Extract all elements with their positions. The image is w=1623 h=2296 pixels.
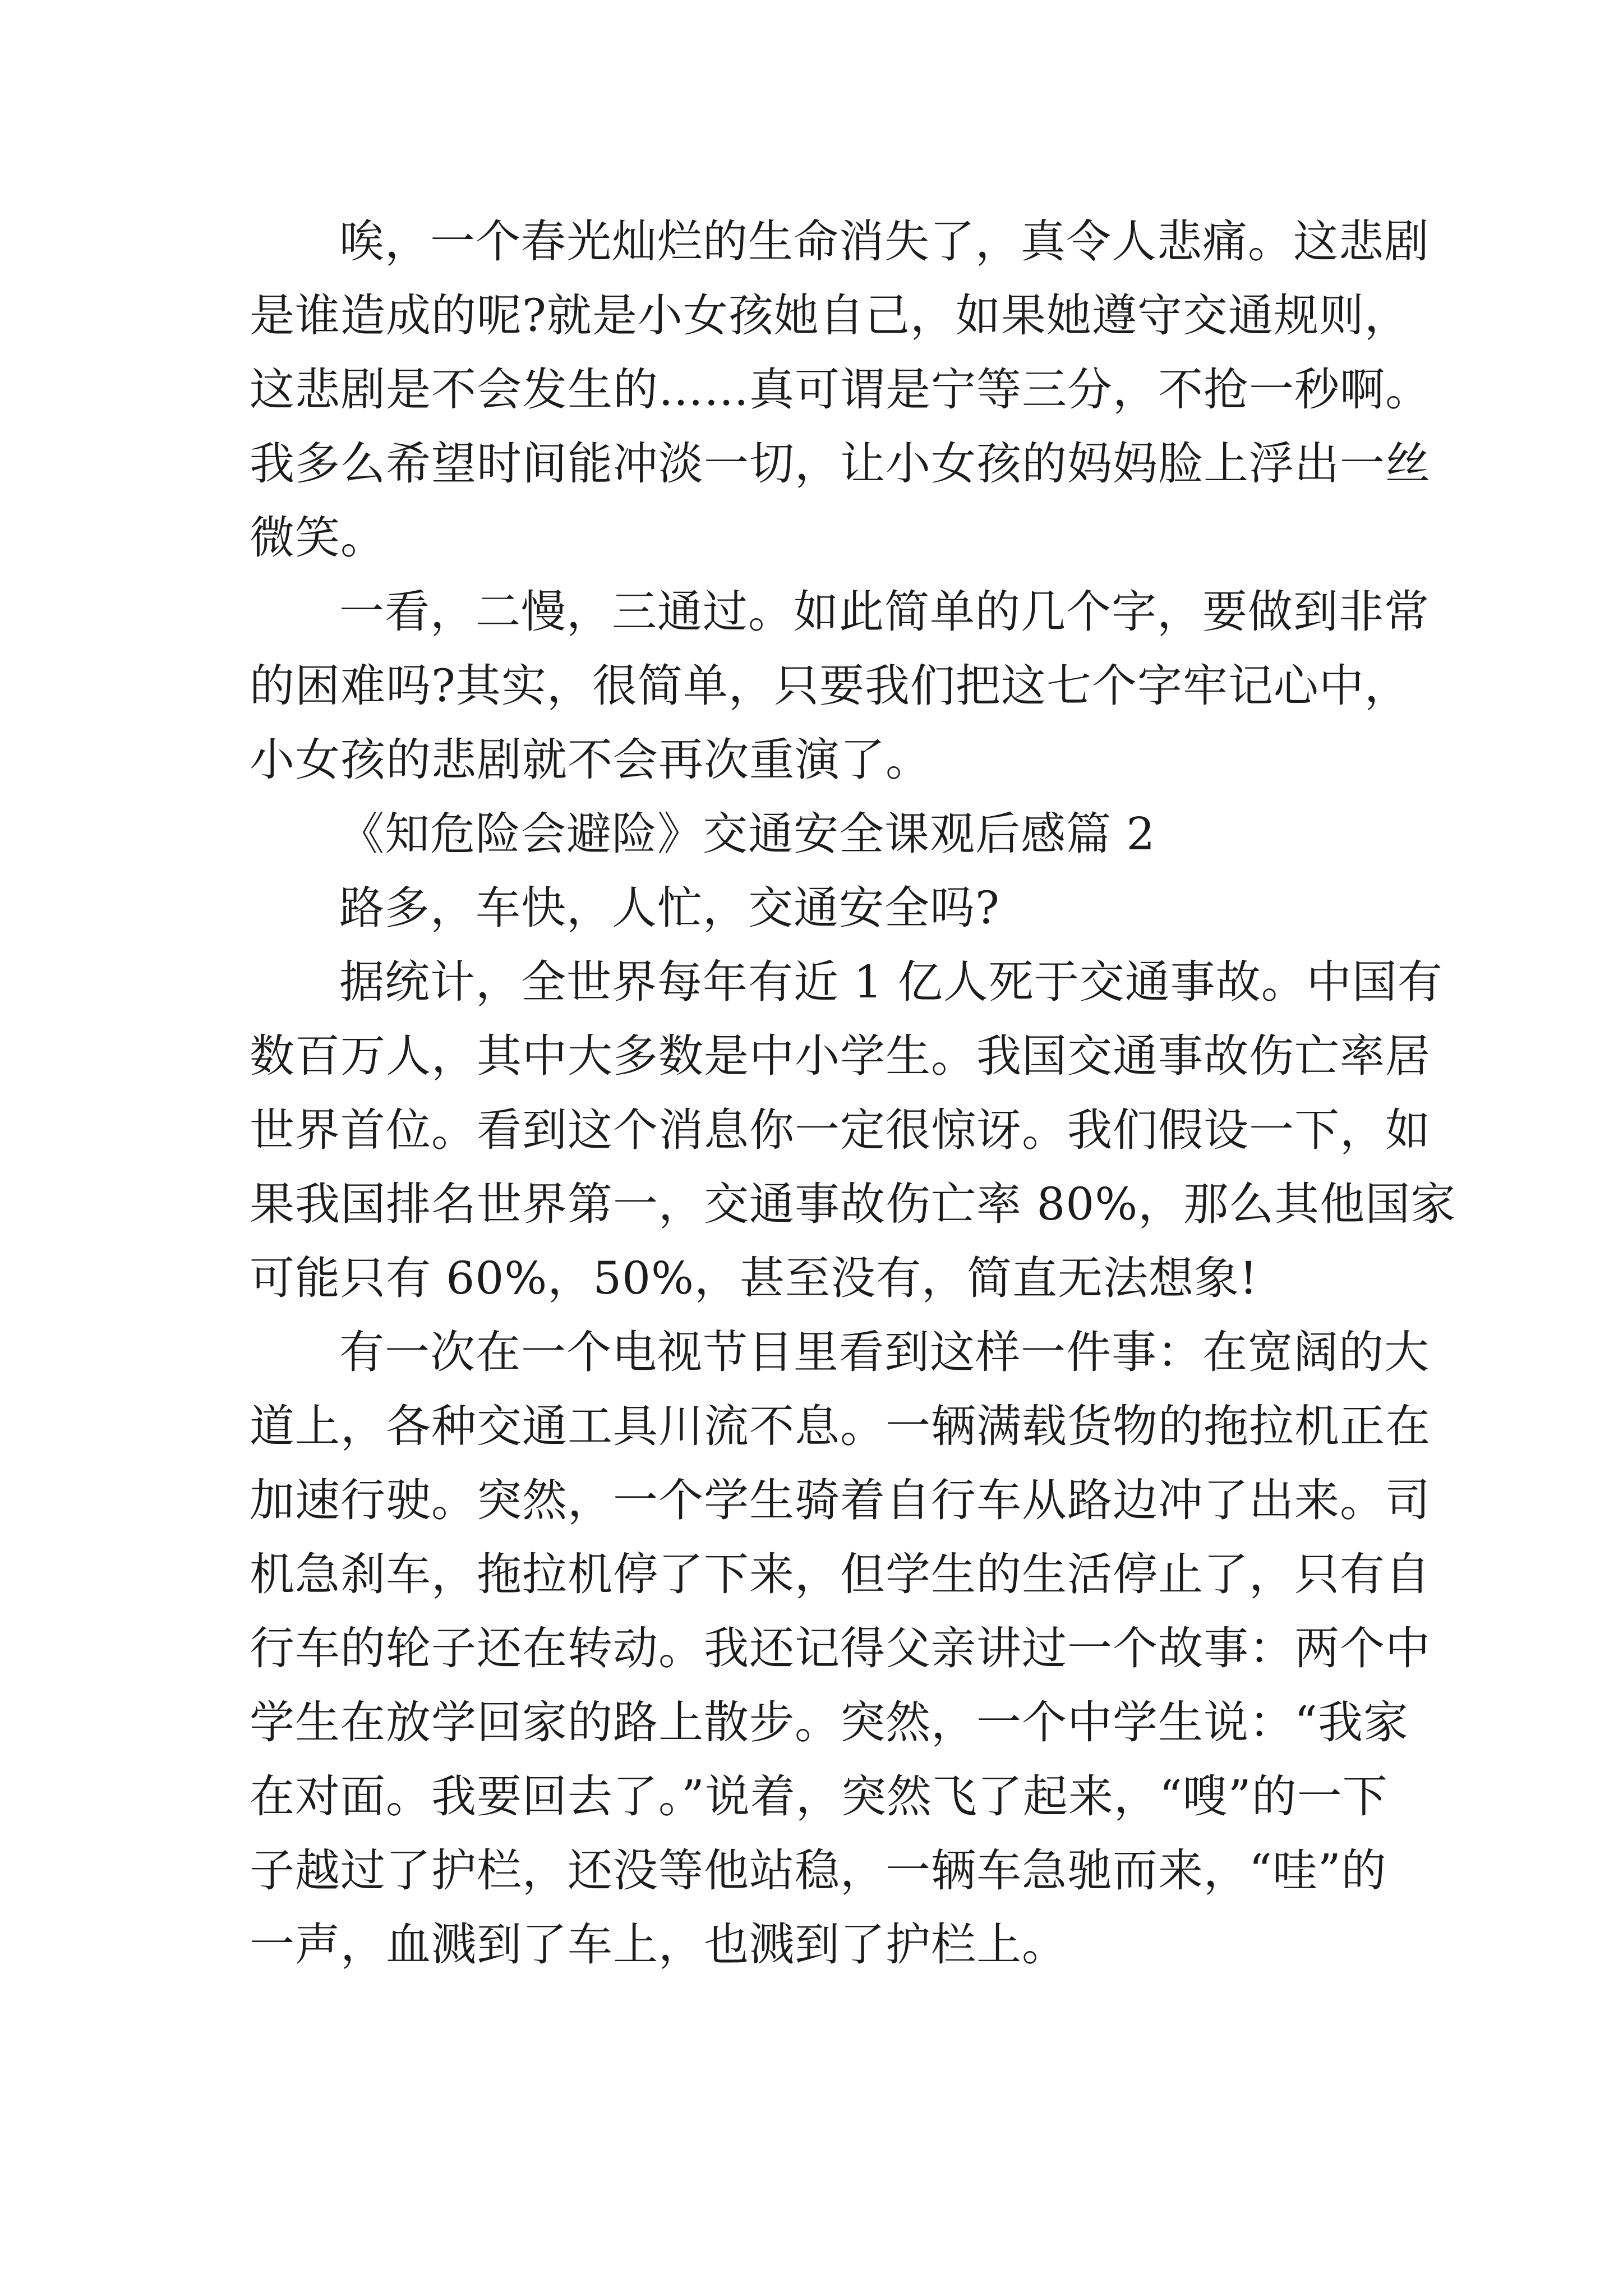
text-line: 世界首位。看到这个消息你一定很惊讶。我们假设一下，如: [250, 1104, 1431, 1156]
text-line: 有一次在一个电视节目里看到这样一件事：在宽阔的大: [339, 1326, 1430, 1378]
text-line: 是谁造成的呢?就是小女孩她自己，如果她遵守交通规则，: [250, 289, 1410, 342]
text-line: 路多，车快，人忙，交通安全吗?: [339, 882, 1000, 934]
text-line: 在对面。我要回去了。”说着，突然飞了起来，“嗖”的一下: [250, 1770, 1388, 1823]
text-line: 数百万人，其中大多数是中小学生。我国交通事故伤亡率居: [250, 1030, 1431, 1082]
section-heading: 《知危险会避险》交通安全课观后感篇 2: [339, 808, 1156, 860]
text-line: 行车的轮子还在转动。我还记得父亲讲过一个故事：两个中: [250, 1622, 1431, 1674]
article-body: [250, 205, 1456, 1982]
text-line: 微笑。: [250, 512, 386, 564]
text-line: 道上，各种交通工具川流不息。一辆满载货物的拖拉机正在: [250, 1400, 1431, 1452]
text-line: 可能只有 60%，50%，甚至没有，简直无法想象!: [250, 1252, 1258, 1304]
text-line: 唉，一个春光灿烂的生命消失了，真令人悲痛。这悲剧: [339, 215, 1430, 268]
text-line: 机急刹车，拖拉机停了下来，但学生的生活停止了，只有自: [250, 1548, 1431, 1600]
text-line: 果我国排名世界第一，交通事故伤亡率 80%，那么其他国家: [250, 1178, 1456, 1230]
text-line: 小女孩的悲剧就不会再次重演了。: [250, 734, 931, 786]
text-line: 据统计，全世界每年有近 1 亿人死于交通事故。中国有: [339, 956, 1443, 1008]
text-line: 学生在放学回家的路上散步。突然，一个中学生说：“我家: [250, 1696, 1409, 1749]
text-line: 的困难吗?其实，很简单，只要我们把这七个字牢记心中，: [250, 660, 1410, 712]
text-line: 这悲剧是不会发生的……真可谓是宁等三分，不抢一秒啊。: [250, 364, 1431, 416]
text-line: 一看，二慢，三通过。如此简单的几个字，要做到非常: [339, 586, 1430, 638]
text-line: 我多么希望时间能冲淡一切，让小女孩的妈妈脸上浮出一丝: [250, 438, 1431, 490]
text-line: 加速行驶。突然，一个学生骑着自行车从路边冲了出来。司: [250, 1474, 1431, 1526]
text-line: 一声，血溅到了车上，也溅到了护栏上。: [250, 1918, 1067, 1971]
text-line: 子越过了护栏，还没等他站稳，一辆车急驰而来，“哇”的: [250, 1844, 1387, 1897]
